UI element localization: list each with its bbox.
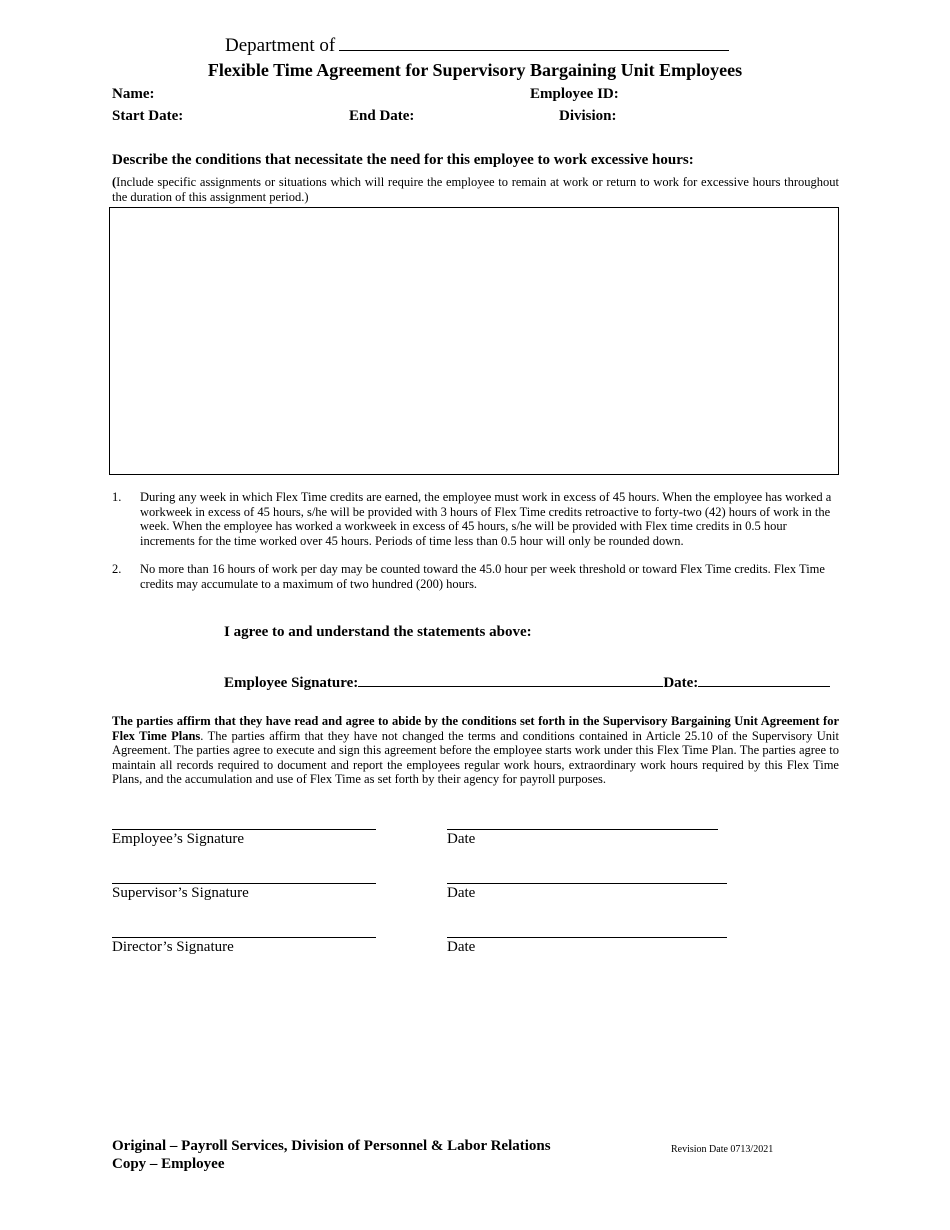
footer-copy: Copy – Employee	[112, 1156, 225, 1172]
end-date-label: End Date:	[349, 108, 415, 124]
division-label: Division:	[559, 108, 617, 124]
form-title: Flexible Time Agreement for Supervisory Bargaining Unit Employees	[207, 60, 743, 80]
conditions-instructions	[112, 175, 839, 204]
employee-signature-field[interactable]	[112, 829, 376, 830]
parties-bold-lead: The parties affirm that they have read and agree to abide by the conditions set forth in the Supervisory Bargaining Unit Agreement for Flex Time Plans	[112, 714, 839, 743]
employee-signature-row	[112, 829, 752, 869]
instructions-text: Include specific assignments or situations which will require the employee to remain at work or return to work for excessive hours throughout the duration of this assignment period.)	[112, 175, 839, 204]
item-number: 1.	[112, 490, 122, 504]
employee-id-label: Employee ID:	[530, 86, 619, 102]
agreement-date-label: Date:	[663, 675, 699, 691]
signature-label: Director’s Signature	[112, 939, 234, 955]
director-date-field[interactable]	[447, 937, 727, 938]
list-item	[112, 562, 838, 594]
director-signature-row	[112, 937, 752, 977]
revision-date: Revision Date 0713/2021	[671, 1144, 774, 1155]
signature-label: Supervisor’s Signature	[112, 885, 249, 901]
supervisor-signature-field[interactable]	[112, 883, 376, 884]
employee-signature-label: Employee Signature:	[224, 675, 359, 691]
employee-signature-input[interactable]	[358, 670, 663, 687]
parties-affirmation	[112, 714, 839, 787]
director-signature-field[interactable]	[112, 937, 376, 938]
date-label: Date	[447, 885, 476, 901]
date-label: Date	[447, 831, 476, 847]
supervisor-signature-row	[112, 883, 752, 923]
item-text: During any week in which Flex Time credits are earned, the employee must work in excess of 45 hours. When the employee has worked a workweek in excess of 45 hours, s/he will be provided with 3 hours of Flex Time credits retroactive to forty-two (42) hours of work in the week. When the employee has worked a workweek in excess of 45 hours, s/he will be provided with Flex time credits in 0.5 hour increments for the time worked over 45 hours. Periods of time less than 0.5 hour will only be rounded down.	[140, 490, 832, 548]
supervisor-date-field[interactable]	[447, 883, 727, 884]
agreement-statement: I agree to and understand the statements above:	[224, 624, 532, 640]
footer-original: Original – Payroll Services, Division of Personnel & Labor Relations	[112, 1138, 551, 1154]
item-number: 2.	[112, 562, 122, 576]
instructions-open-paren: (	[112, 175, 117, 189]
conditions-textarea[interactable]	[109, 207, 839, 475]
agreement-date-input[interactable]	[698, 670, 830, 687]
start-date-label: Start Date:	[112, 108, 184, 124]
parties-text: . The parties affirm that they have not changed the terms and conditions contained in Article 25.10 of the Supervisory Unit Agreement. The parties agree to execute and sign this agreement before the employee starts work under this Flex Time Plan. The parties agree to maintain all records required to document and report the employees regular work hours, extraordinary work hours required by this Flex Time Plans, and the accumulation and use of Flex Time as set forth by their agency for payroll purposes.	[112, 728, 839, 787]
employee-signature-line	[224, 670, 830, 692]
signature-label: Employee’s Signature	[112, 831, 245, 847]
name-label: Name:	[112, 86, 155, 102]
employee-date-field[interactable]	[447, 829, 718, 830]
department-label: Department of	[225, 35, 336, 56]
item-text: No more than 16 hours of work per day may be counted toward the 45.0 hour per week threshold or toward Flex Time credits. Flex Time credits may accumulate to a maximum of two hundred (200) hours.	[140, 562, 825, 591]
conditions-heading: Describe the conditions that necessitate the need for this employee to work excessive hours:	[112, 152, 694, 168]
department-input[interactable]	[339, 33, 729, 51]
date-label: Date	[447, 939, 476, 955]
department-line	[225, 33, 729, 57]
list-item	[112, 490, 838, 550]
